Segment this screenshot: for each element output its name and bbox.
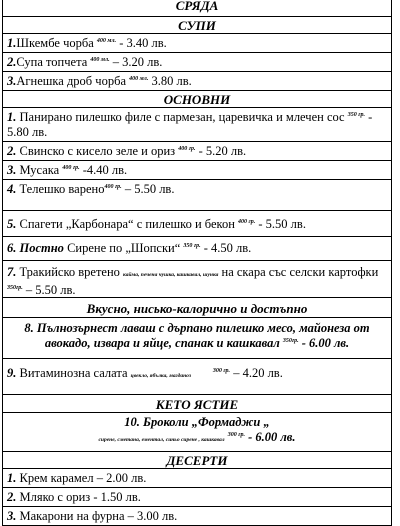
main-item-1: 1. Панирано пилешко филе с пармезан, царевичка и млечен сос $^{350 гр.}$ - 5.80 лв. <box>3 108 391 142</box>
day-title: СРЯДА <box>175 0 219 13</box>
main-item-2: 2. Свинско с кисело зеле и ориз $^{400 гр.}$ - 5.20 лв. <box>3 142 391 161</box>
desserts-title: ДЕСЕРТИ <box>166 453 228 468</box>
soups-heading <box>3 17 391 34</box>
mains-title: ОСНОВНИ <box>163 92 231 107</box>
keto-item-10: 10. Броколи „Формаджи „ сирене, сметана, ементал, синьо сирене , кашкавал $^{300 гр.}$ - 6.00 лв. <box>3 413 391 452</box>
soup-item-2: 2.Супа топчета $^{400 мл.}$ – 3.20 лв. <box>3 53 391 72</box>
day-heading <box>3 0 391 17</box>
soup-item-1: 1.Шкембе чорба $^{400 мл.}$ - 3.40 лв. <box>3 34 391 53</box>
dessert-item-2: 2. Мляко с ориз - 1.50 лв. <box>3 488 391 507</box>
main-item-4: 4. Телешко варено$^{400 гр.}$ – 5.50 лв. <box>3 180 391 211</box>
main-item-3: 3. Мусака $^{400 гр.}$ -4.40 лв. <box>3 161 391 180</box>
healthy-item-8: 8. Пълнозърнест лаваш с дърпано пилешко месо, майонеза от авокадо, извара и яйце, спанак и кашкавал $^{350гр.}$ - 6.00 лв. <box>3 318 391 359</box>
healthy-heading <box>3 298 391 318</box>
keto-heading <box>3 395 391 413</box>
healthy-title: Вкусно, нисько-калорично и достъпно <box>86 301 308 316</box>
mains-heading <box>3 91 391 108</box>
daily-menu <box>2 0 392 526</box>
dessert-item-3: 3. Макарони на фурна – 3.00 лв. <box>3 507 391 526</box>
dessert-item-1: 1. Крем карамел – 2.00 лв. <box>3 469 391 488</box>
healthy-item-9: 9. Витаминозна салата цвекло, ябълка, магданоз $^{300 гр.}$ – 4.20 лв. <box>3 359 391 395</box>
main-item-5: 5. Спагети „Карбонара“ с пилешко и бекон $^{400 гр.}$ - 5.50 лв. <box>3 211 391 237</box>
main-item-6: 6. Постно Сирене по „Шопски“ $^{350 гр.}$ - 4.50 лв. <box>3 237 391 261</box>
keto-title: КЕТО ЯСТИЕ <box>155 397 239 412</box>
soups-title: СУПИ <box>178 18 216 33</box>
soup-item-3: 3.Агнешка дроб чорба $^{400 мл.}$ 3.80 лв. <box>3 72 391 91</box>
desserts-heading <box>3 452 391 469</box>
lenten-tag: Постно <box>16 241 64 255</box>
main-item-7: 7. Тракийско вретено кайма, печена чушка, кашкавал, шунка на скара със селски картофки $^{350гр.}$ – 5.50 лв. <box>3 261 391 298</box>
